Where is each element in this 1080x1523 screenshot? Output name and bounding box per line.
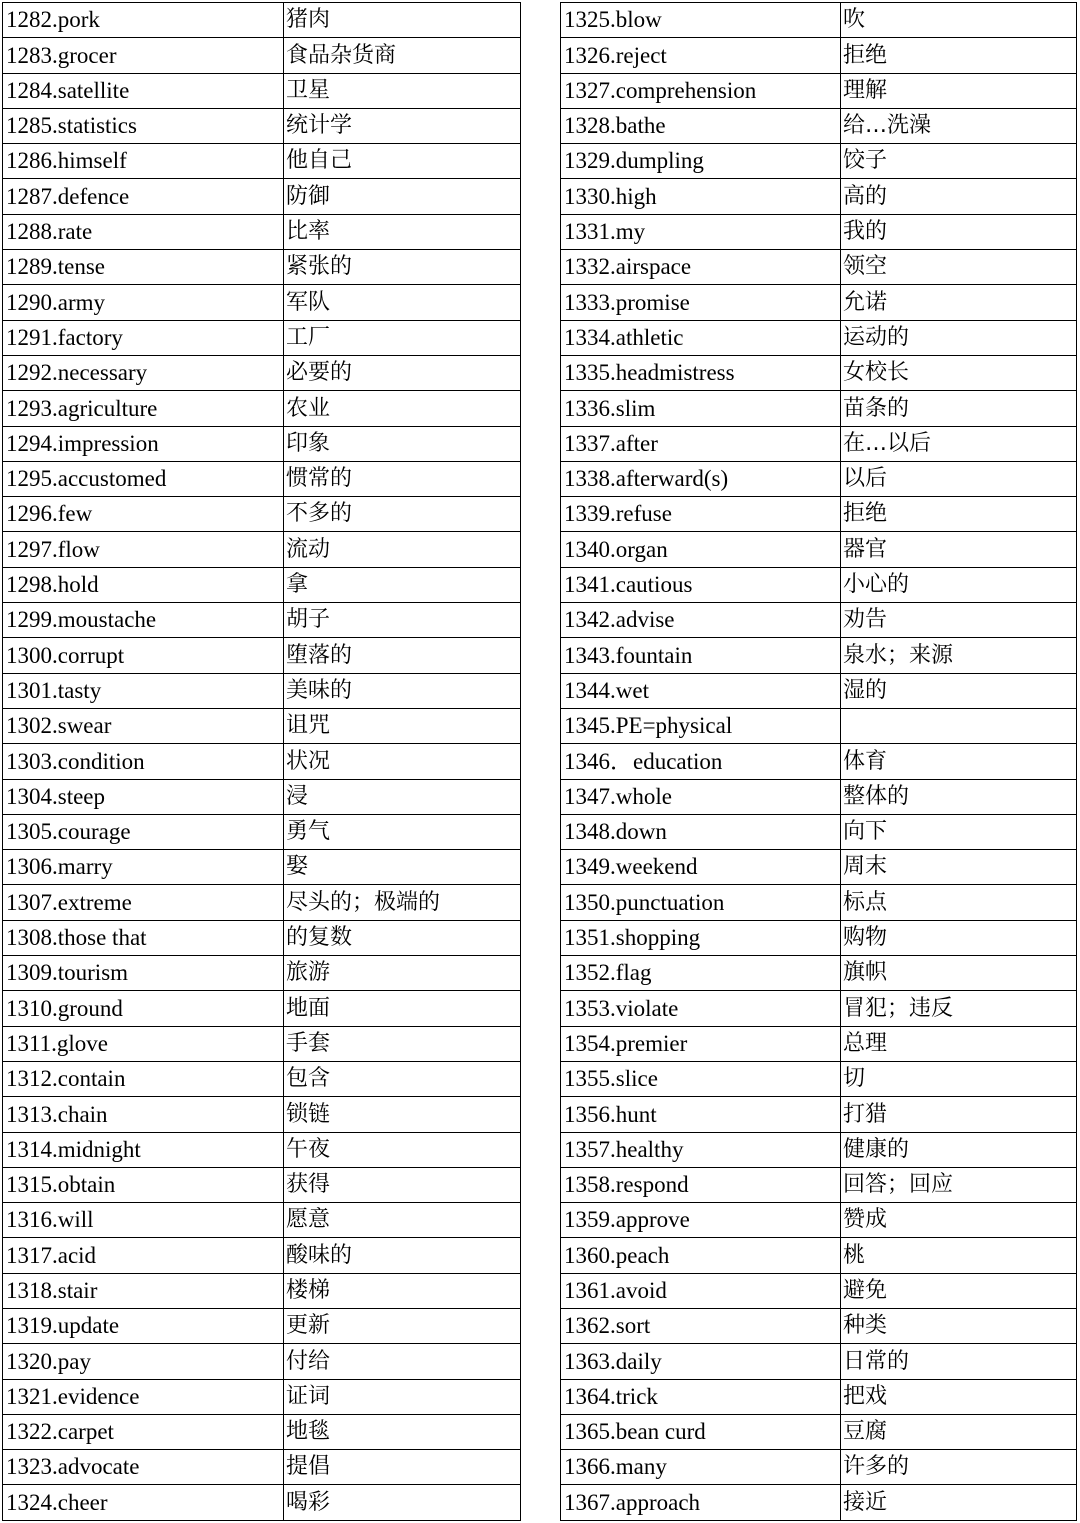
table-row xyxy=(561,956,1077,991)
table-row xyxy=(3,1379,521,1414)
english-word-cell: 1306.marry xyxy=(3,850,284,885)
chinese-meaning-cell xyxy=(841,708,1077,743)
english-word-cell: 1338.afterward(s) xyxy=(561,461,841,496)
table-row xyxy=(561,1308,1077,1343)
table-row xyxy=(561,144,1077,179)
table-row xyxy=(561,285,1077,320)
english-word-cell: 1299.moustache xyxy=(3,603,284,638)
english-word-cell: 1346．education xyxy=(561,744,841,779)
table-row xyxy=(3,1061,521,1096)
chinese-meaning-cell: 勇气 xyxy=(284,814,521,849)
chinese-meaning-cell: 尽头的；极端的 xyxy=(284,885,521,920)
chinese-meaning-cell: 运动的 xyxy=(841,320,1077,355)
chinese-meaning-cell: 豆腐 xyxy=(841,1414,1077,1449)
chinese-meaning-cell: 切 xyxy=(841,1061,1077,1096)
chinese-meaning-cell: 娶 xyxy=(284,850,521,885)
english-word-cell: 1323.advocate xyxy=(3,1450,284,1485)
chinese-meaning-cell: 付给 xyxy=(284,1344,521,1379)
english-word-cell: 1332.airspace xyxy=(561,250,841,285)
table-row xyxy=(561,461,1077,496)
table-row xyxy=(3,214,521,249)
english-word-cell: 1348.down xyxy=(561,814,841,849)
english-word-cell: 1334.athletic xyxy=(561,320,841,355)
chinese-meaning-cell: 向下 xyxy=(841,814,1077,849)
table-row xyxy=(561,214,1077,249)
chinese-meaning-cell: 在…以后 xyxy=(841,426,1077,461)
vocab-table-right xyxy=(560,2,1077,1521)
english-word-cell: 1355.slice xyxy=(561,1061,841,1096)
english-word-cell: 1331.my xyxy=(561,214,841,249)
english-word-cell: 1288.rate xyxy=(3,214,284,249)
chinese-meaning-cell: 他自己 xyxy=(284,144,521,179)
english-word-cell: 1285.statistics xyxy=(3,108,284,143)
chinese-meaning-cell: 打猎 xyxy=(841,1097,1077,1132)
table-row xyxy=(561,179,1077,214)
table-row xyxy=(3,708,521,743)
english-word-cell: 1328.bathe xyxy=(561,108,841,143)
table-row xyxy=(3,1344,521,1379)
table-row xyxy=(561,1414,1077,1449)
table-row xyxy=(3,603,521,638)
chinese-meaning-cell: 冒犯；违反 xyxy=(841,991,1077,1026)
table-row xyxy=(561,3,1077,38)
table-row xyxy=(561,1450,1077,1485)
chinese-meaning-cell: 堕落的 xyxy=(284,638,521,673)
chinese-meaning-cell: 日常的 xyxy=(841,1344,1077,1379)
table-row xyxy=(561,532,1077,567)
chinese-meaning-cell: 午夜 xyxy=(284,1132,521,1167)
chinese-meaning-cell: 卫星 xyxy=(284,73,521,108)
table-row xyxy=(561,1273,1077,1308)
chinese-meaning-cell: 标点 xyxy=(841,885,1077,920)
table-row xyxy=(561,567,1077,602)
english-word-cell: 1364.trick xyxy=(561,1379,841,1414)
chinese-meaning-cell: 泉水；来源 xyxy=(841,638,1077,673)
chinese-meaning-cell: 美味的 xyxy=(284,673,521,708)
english-word-cell: 1320.pay xyxy=(3,1344,284,1379)
table-row xyxy=(561,1485,1077,1520)
chinese-meaning-cell: 统计学 xyxy=(284,108,521,143)
table-row xyxy=(561,1203,1077,1238)
english-word-cell: 1300.corrupt xyxy=(3,638,284,673)
english-word-cell: 1309.tourism xyxy=(3,956,284,991)
english-word-cell: 1350.punctuation xyxy=(561,885,841,920)
table-row xyxy=(3,850,521,885)
chinese-meaning-cell: 湿的 xyxy=(841,673,1077,708)
table-row xyxy=(561,391,1077,426)
chinese-meaning-cell: 旅游 xyxy=(284,956,521,991)
chinese-meaning-cell: 猪肉 xyxy=(284,3,521,38)
chinese-meaning-cell: 小心的 xyxy=(841,567,1077,602)
english-word-cell: 1295.accustomed xyxy=(3,461,284,496)
english-word-cell: 1357.healthy xyxy=(561,1132,841,1167)
english-word-cell: 1339.refuse xyxy=(561,497,841,532)
chinese-meaning-cell: 胡子 xyxy=(284,603,521,638)
english-word-cell: 1304.steep xyxy=(3,779,284,814)
english-word-cell: 1345.PE=physical xyxy=(561,708,841,743)
english-word-cell: 1316.will xyxy=(3,1203,284,1238)
chinese-meaning-cell: 许多的 xyxy=(841,1450,1077,1485)
table-row xyxy=(3,956,521,991)
english-word-cell: 1314.midnight xyxy=(3,1132,284,1167)
chinese-meaning-cell: 饺子 xyxy=(841,144,1077,179)
chinese-meaning-cell: 整体的 xyxy=(841,779,1077,814)
english-word-cell: 1352.flag xyxy=(561,956,841,991)
english-word-cell: 1342.advise xyxy=(561,603,841,638)
table-row xyxy=(3,532,521,567)
chinese-meaning-cell: 吹 xyxy=(841,3,1077,38)
table-row xyxy=(3,920,521,955)
table-row xyxy=(3,779,521,814)
english-word-cell: 1351.shopping xyxy=(561,920,841,955)
chinese-meaning-cell: 的复数 xyxy=(284,920,521,955)
english-word-cell: 1296.few xyxy=(3,497,284,532)
english-word-cell: 1301.tasty xyxy=(3,673,284,708)
english-word-cell: 1361.avoid xyxy=(561,1273,841,1308)
english-word-cell: 1307.extreme xyxy=(3,885,284,920)
english-word-cell: 1322.carpet xyxy=(3,1414,284,1449)
english-word-cell: 1336.slim xyxy=(561,391,841,426)
table-row xyxy=(561,1238,1077,1273)
table-row xyxy=(561,73,1077,108)
chinese-meaning-cell: 比率 xyxy=(284,214,521,249)
table-row xyxy=(561,38,1077,73)
chinese-meaning-cell: 周末 xyxy=(841,850,1077,885)
vocab-table-right-body xyxy=(561,3,1077,1521)
english-word-cell: 1289.tense xyxy=(3,250,284,285)
chinese-meaning-cell: 地毯 xyxy=(284,1414,521,1449)
english-word-cell: 1325.blow xyxy=(561,3,841,38)
english-word-cell: 1284.satellite xyxy=(3,73,284,108)
table-row xyxy=(3,108,521,143)
table-row xyxy=(561,708,1077,743)
chinese-meaning-cell: 酸味的 xyxy=(284,1238,521,1273)
table-row xyxy=(3,1203,521,1238)
chinese-meaning-cell: 必要的 xyxy=(284,355,521,390)
chinese-meaning-cell: 避免 xyxy=(841,1273,1077,1308)
chinese-meaning-cell: 回答；回应 xyxy=(841,1167,1077,1202)
english-word-cell: 1315.obtain xyxy=(3,1167,284,1202)
table-row xyxy=(3,391,521,426)
english-word-cell: 1318.stair xyxy=(3,1273,284,1308)
table-row xyxy=(561,603,1077,638)
chinese-meaning-cell: 手套 xyxy=(284,1026,521,1061)
table-row xyxy=(561,638,1077,673)
chinese-meaning-cell: 我的 xyxy=(841,214,1077,249)
chinese-meaning-cell: 接近 xyxy=(841,1485,1077,1520)
chinese-meaning-cell: 苗条的 xyxy=(841,391,1077,426)
table-row xyxy=(561,497,1077,532)
chinese-meaning-cell: 更新 xyxy=(284,1308,521,1343)
chinese-meaning-cell: 浸 xyxy=(284,779,521,814)
english-word-cell: 1343.fountain xyxy=(561,638,841,673)
english-word-cell: 1340.organ xyxy=(561,532,841,567)
english-word-cell: 1298.hold xyxy=(3,567,284,602)
chinese-meaning-cell: 提倡 xyxy=(284,1450,521,1485)
table-row xyxy=(3,320,521,355)
table-row xyxy=(3,497,521,532)
chinese-meaning-cell: 拿 xyxy=(284,567,521,602)
table-row xyxy=(561,1167,1077,1202)
english-word-cell: 1290.army xyxy=(3,285,284,320)
table-row xyxy=(3,567,521,602)
table-row xyxy=(3,1097,521,1132)
chinese-meaning-cell: 愿意 xyxy=(284,1203,521,1238)
table-row xyxy=(3,179,521,214)
english-word-cell: 1297.flow xyxy=(3,532,284,567)
chinese-meaning-cell: 领空 xyxy=(841,250,1077,285)
chinese-meaning-cell: 器官 xyxy=(841,532,1077,567)
table-row xyxy=(561,850,1077,885)
table-row xyxy=(3,250,521,285)
chinese-meaning-cell: 体育 xyxy=(841,744,1077,779)
english-word-cell: 1310.ground xyxy=(3,991,284,1026)
chinese-meaning-cell: 流动 xyxy=(284,532,521,567)
chinese-meaning-cell: 锁链 xyxy=(284,1097,521,1132)
english-word-cell: 1283.grocer xyxy=(3,38,284,73)
chinese-meaning-cell: 诅咒 xyxy=(284,708,521,743)
english-word-cell: 1324.cheer xyxy=(3,1485,284,1520)
english-word-cell: 1313.chain xyxy=(3,1097,284,1132)
chinese-meaning-cell: 地面 xyxy=(284,991,521,1026)
vocab-table-left-body xyxy=(3,3,521,1521)
english-word-cell: 1305.courage xyxy=(3,814,284,849)
english-word-cell: 1321.evidence xyxy=(3,1379,284,1414)
english-word-cell: 1359.approve xyxy=(561,1203,841,1238)
table-row xyxy=(561,1026,1077,1061)
chinese-meaning-cell: 拒绝 xyxy=(841,38,1077,73)
english-word-cell: 1282.pork xyxy=(3,3,284,38)
chinese-meaning-cell: 以后 xyxy=(841,461,1077,496)
table-row xyxy=(3,991,521,1026)
chinese-meaning-cell: 高的 xyxy=(841,179,1077,214)
english-word-cell: 1291.factory xyxy=(3,320,284,355)
table-row xyxy=(561,744,1077,779)
english-word-cell: 1358.respond xyxy=(561,1167,841,1202)
chinese-meaning-cell: 允诺 xyxy=(841,285,1077,320)
table-row xyxy=(3,355,521,390)
chinese-meaning-cell: 印象 xyxy=(284,426,521,461)
table-row xyxy=(561,885,1077,920)
chinese-meaning-cell: 健康的 xyxy=(841,1132,1077,1167)
table-row xyxy=(561,250,1077,285)
chinese-meaning-cell: 包含 xyxy=(284,1061,521,1096)
table-row xyxy=(561,320,1077,355)
table-row xyxy=(561,426,1077,461)
chinese-meaning-cell: 桃 xyxy=(841,1238,1077,1273)
english-word-cell: 1347.whole xyxy=(561,779,841,814)
table-row xyxy=(3,285,521,320)
english-word-cell: 1366.many xyxy=(561,1450,841,1485)
chinese-meaning-cell: 给…洗澡 xyxy=(841,108,1077,143)
table-row xyxy=(3,744,521,779)
english-word-cell: 1293.agriculture xyxy=(3,391,284,426)
table-row xyxy=(3,814,521,849)
table-row xyxy=(3,38,521,73)
english-word-cell: 1353.violate xyxy=(561,991,841,1026)
table-row xyxy=(3,885,521,920)
chinese-meaning-cell: 旗帜 xyxy=(841,956,1077,991)
english-word-cell: 1311.glove xyxy=(3,1026,284,1061)
english-word-cell: 1341.cautious xyxy=(561,567,841,602)
english-word-cell: 1365.bean curd xyxy=(561,1414,841,1449)
english-word-cell: 1349.weekend xyxy=(561,850,841,885)
chinese-meaning-cell: 证词 xyxy=(284,1379,521,1414)
table-row xyxy=(561,991,1077,1026)
english-word-cell: 1362.sort xyxy=(561,1308,841,1343)
table-row xyxy=(561,108,1077,143)
chinese-meaning-cell: 女校长 xyxy=(841,355,1077,390)
english-word-cell: 1363.daily xyxy=(561,1344,841,1379)
vocab-table-left xyxy=(2,2,521,1521)
table-row xyxy=(3,1485,521,1520)
english-word-cell: 1367.approach xyxy=(561,1485,841,1520)
english-word-cell: 1337.after xyxy=(561,426,841,461)
table-row xyxy=(3,1308,521,1343)
table-row xyxy=(561,814,1077,849)
english-word-cell: 1292.necessary xyxy=(3,355,284,390)
table-row xyxy=(3,638,521,673)
chinese-meaning-cell: 劝告 xyxy=(841,603,1077,638)
table-row xyxy=(3,1450,521,1485)
chinese-meaning-cell: 楼梯 xyxy=(284,1273,521,1308)
table-row xyxy=(3,673,521,708)
table-row xyxy=(561,1132,1077,1167)
english-word-cell: 1344.wet xyxy=(561,673,841,708)
table-row xyxy=(3,3,521,38)
english-word-cell: 1319.update xyxy=(3,1308,284,1343)
chinese-meaning-cell: 总理 xyxy=(841,1026,1077,1061)
table-row xyxy=(3,144,521,179)
english-word-cell: 1302.swear xyxy=(3,708,284,743)
chinese-meaning-cell: 紧张的 xyxy=(284,250,521,285)
chinese-meaning-cell: 惯常的 xyxy=(284,461,521,496)
table-row xyxy=(3,1273,521,1308)
table-row xyxy=(561,779,1077,814)
english-word-cell: 1329.dumpling xyxy=(561,144,841,179)
english-word-cell: 1356.hunt xyxy=(561,1097,841,1132)
english-word-cell: 1354.premier xyxy=(561,1026,841,1061)
chinese-meaning-cell: 农业 xyxy=(284,391,521,426)
english-word-cell: 1335.headmistress xyxy=(561,355,841,390)
english-word-cell: 1327.comprehension xyxy=(561,73,841,108)
table-row xyxy=(561,1379,1077,1414)
table-row xyxy=(3,1132,521,1167)
chinese-meaning-cell: 把戏 xyxy=(841,1379,1077,1414)
chinese-meaning-cell: 不多的 xyxy=(284,497,521,532)
english-word-cell: 1330.high xyxy=(561,179,841,214)
english-word-cell: 1333.promise xyxy=(561,285,841,320)
chinese-meaning-cell: 工厂 xyxy=(284,320,521,355)
chinese-meaning-cell: 理解 xyxy=(841,73,1077,108)
table-row xyxy=(561,673,1077,708)
chinese-meaning-cell: 状况 xyxy=(284,744,521,779)
table-row xyxy=(561,355,1077,390)
table-row xyxy=(3,73,521,108)
table-row xyxy=(3,426,521,461)
english-word-cell: 1360.peach xyxy=(561,1238,841,1273)
table-row xyxy=(561,1097,1077,1132)
english-word-cell: 1287.defence xyxy=(3,179,284,214)
chinese-meaning-cell: 赞成 xyxy=(841,1203,1077,1238)
chinese-meaning-cell: 获得 xyxy=(284,1167,521,1202)
chinese-meaning-cell: 购物 xyxy=(841,920,1077,955)
chinese-meaning-cell: 拒绝 xyxy=(841,497,1077,532)
english-word-cell: 1303.condition xyxy=(3,744,284,779)
chinese-meaning-cell: 军队 xyxy=(284,285,521,320)
english-word-cell: 1294.impression xyxy=(3,426,284,461)
table-row xyxy=(3,1238,521,1273)
english-word-cell: 1286.himself xyxy=(3,144,284,179)
table-row xyxy=(3,1414,521,1449)
chinese-meaning-cell: 种类 xyxy=(841,1308,1077,1343)
table-row xyxy=(3,1026,521,1061)
chinese-meaning-cell: 喝彩 xyxy=(284,1485,521,1520)
english-word-cell: 1308.those that xyxy=(3,920,284,955)
chinese-meaning-cell: 防御 xyxy=(284,179,521,214)
chinese-meaning-cell: 食品杂货商 xyxy=(284,38,521,73)
table-row xyxy=(3,461,521,496)
table-row xyxy=(3,1167,521,1202)
table-row xyxy=(561,1344,1077,1379)
english-word-cell: 1312.contain xyxy=(3,1061,284,1096)
table-row xyxy=(561,1061,1077,1096)
english-word-cell: 1326.reject xyxy=(561,38,841,73)
english-word-cell: 1317.acid xyxy=(3,1238,284,1273)
table-row xyxy=(561,920,1077,955)
